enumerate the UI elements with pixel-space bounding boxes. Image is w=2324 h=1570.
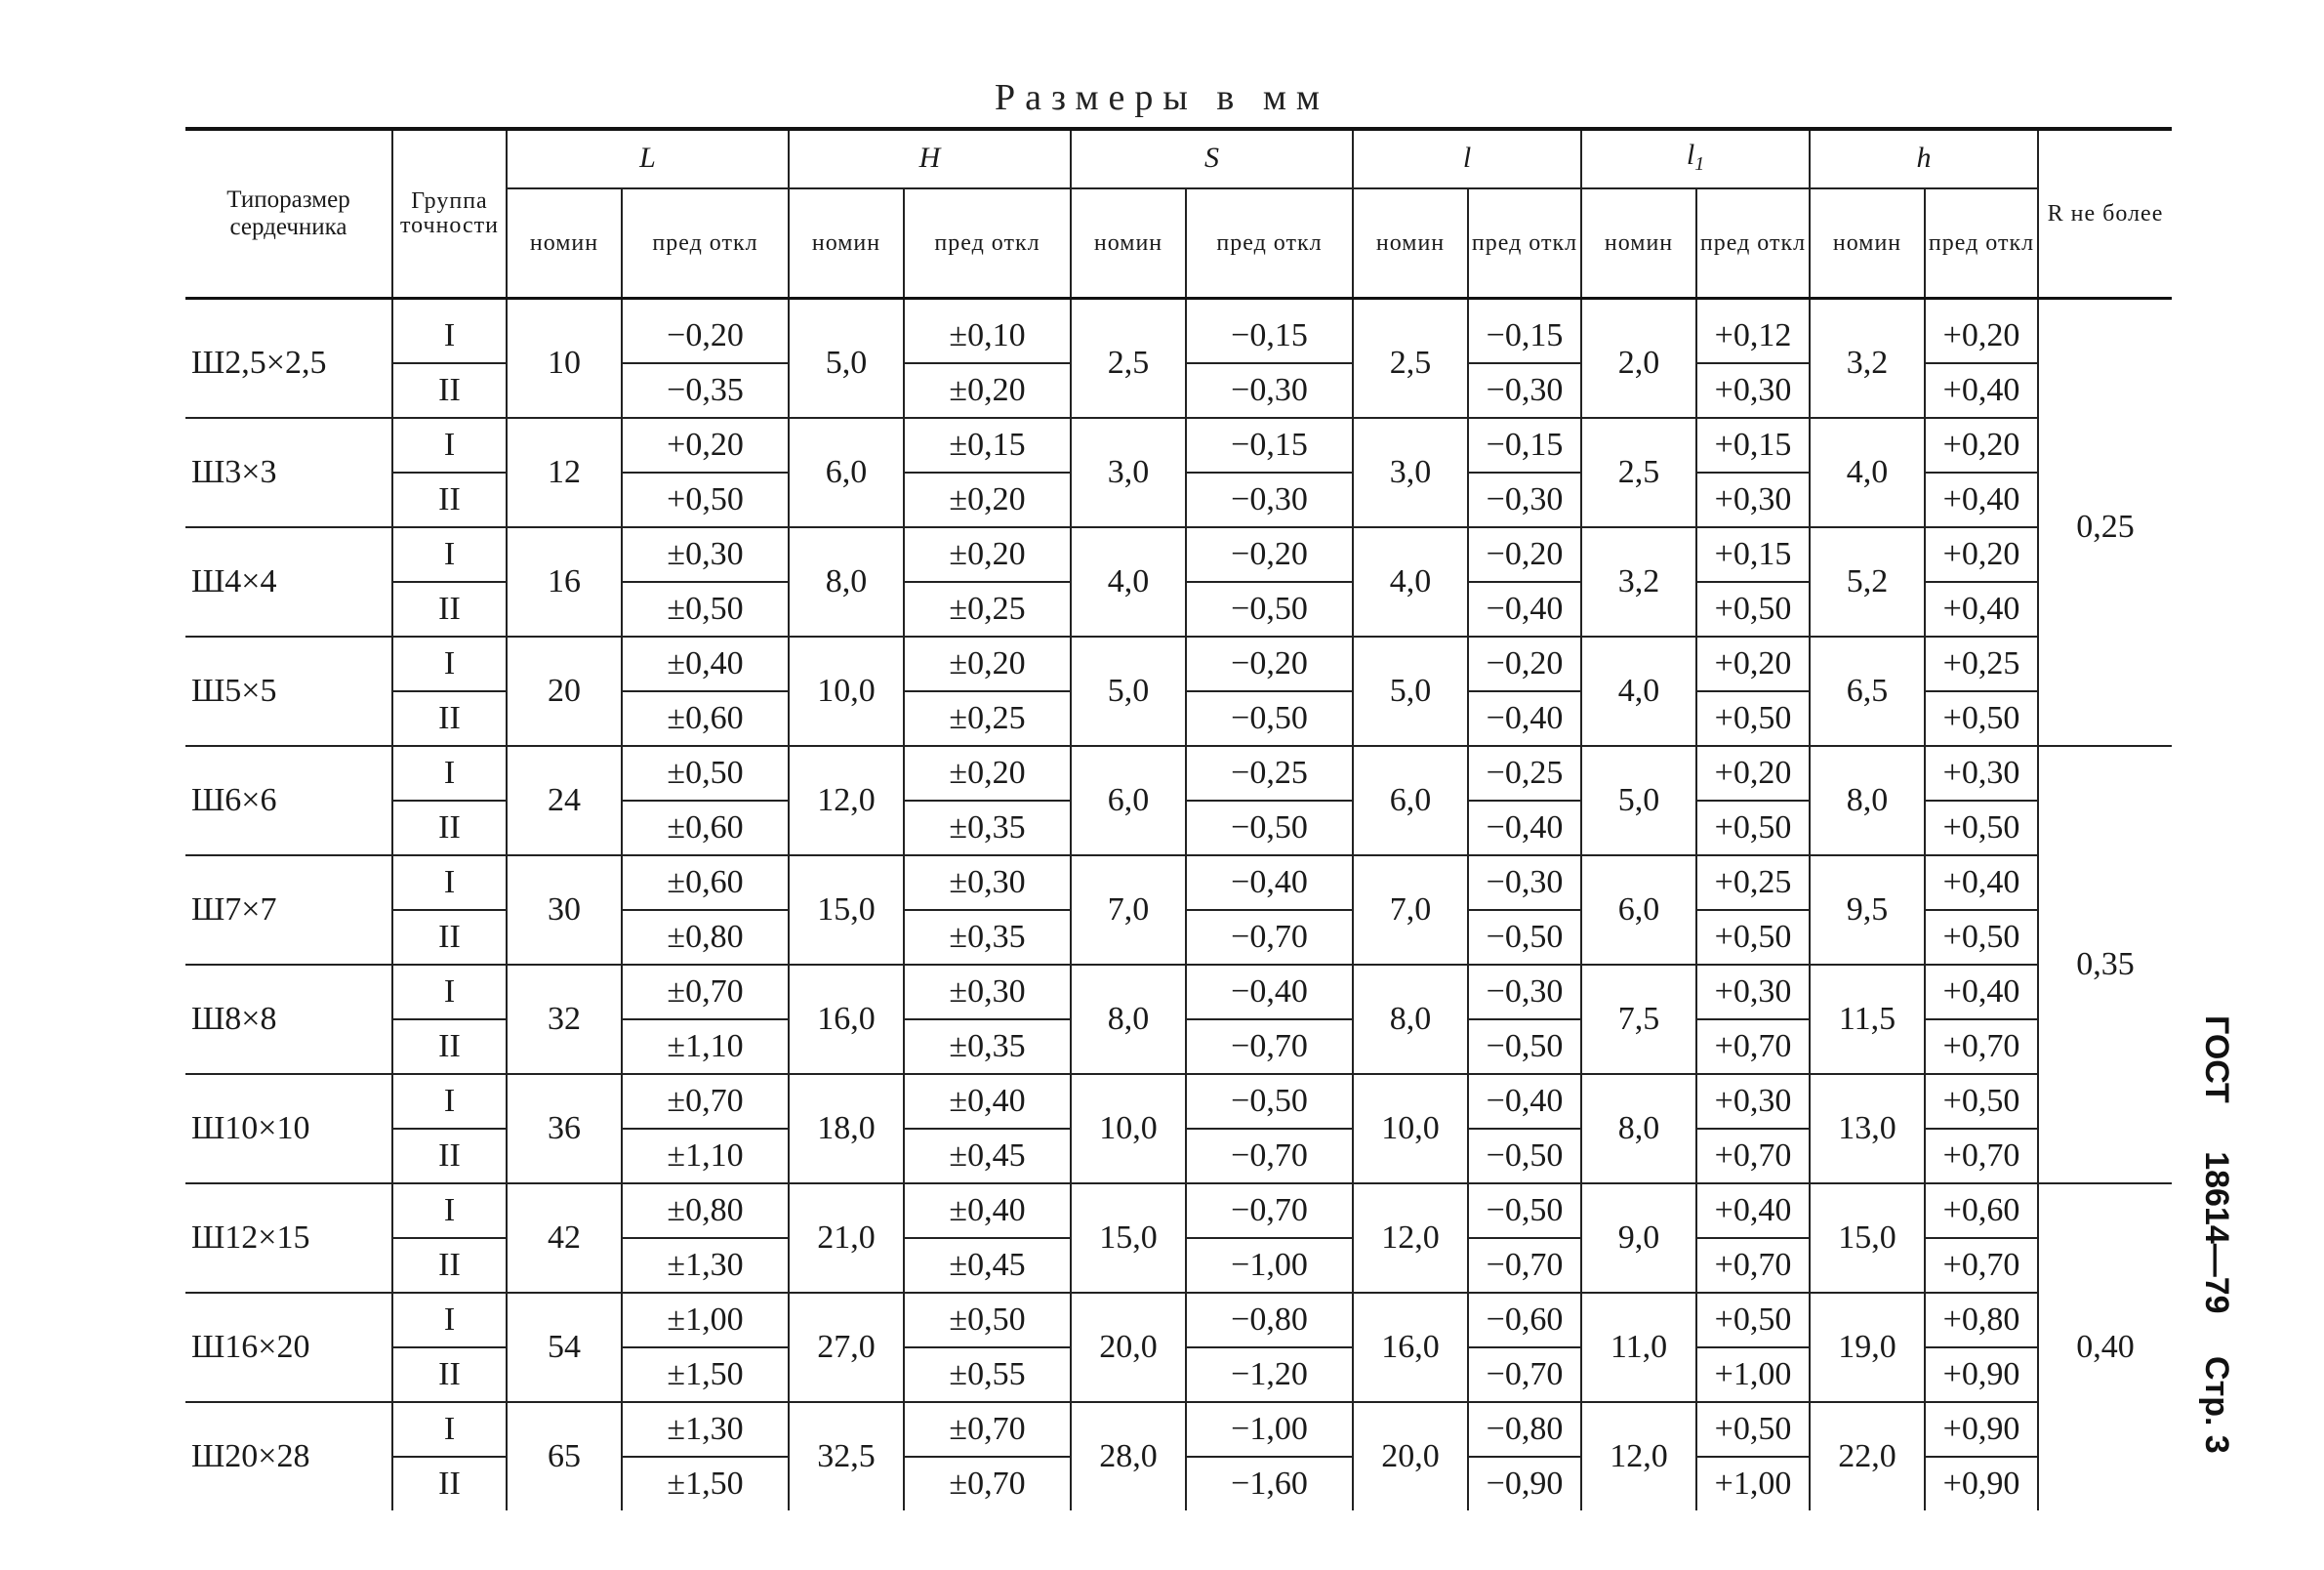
dimensions-table-container: [185, 127, 2172, 1510]
deviation-group-2: +0,70: [1925, 1019, 2038, 1074]
nominal-value: 19,0: [1810, 1293, 1925, 1402]
table-row: [185, 299, 2172, 364]
nominal-value: 10,0: [1071, 1074, 1186, 1183]
deviation-group-2: −1,00: [1186, 1238, 1353, 1293]
deviation-group-2: ±1,10: [622, 1129, 789, 1183]
nominal-value: 3,2: [1810, 299, 1925, 419]
deviation-group-1: −0,20: [1468, 527, 1581, 582]
deviation-group-1: −0,50: [1468, 1183, 1581, 1238]
param-subscript: 1: [1694, 152, 1705, 175]
deviation-group-2: −0,50: [1468, 910, 1581, 965]
header-param-3: [1353, 129, 1581, 188]
nominal-value: 4,0: [1071, 527, 1186, 637]
nominal-value: 2,5: [1353, 299, 1468, 419]
deviation-group-2: −0,40: [1468, 582, 1581, 637]
header-param-4: [1581, 129, 1810, 188]
accuracy-group: II: [392, 1019, 507, 1074]
table-row: [185, 1402, 2172, 1457]
deviation-group-1: +0,25: [1925, 637, 2038, 691]
deviation-group-1: +0,40: [1925, 965, 2038, 1019]
nominal-value: 5,0: [1071, 637, 1186, 746]
deviation-group-2: ±0,20: [904, 363, 1071, 418]
accuracy-group: II: [392, 582, 507, 637]
nominal-value: 2,5: [1071, 299, 1186, 419]
deviation-group-1: −0,15: [1468, 418, 1581, 473]
deviation-group-2: −0,90: [1468, 1457, 1581, 1510]
deviation-group-1: +0,40: [1925, 855, 2038, 910]
nominal-value: 7,0: [1071, 855, 1186, 965]
deviation-group-1: +0,90: [1925, 1402, 2038, 1457]
deviation-group-1: −0,70: [1186, 1183, 1353, 1238]
deviation-group-2: −1,60: [1186, 1457, 1353, 1510]
nominal-value: 3,0: [1353, 418, 1468, 527]
param-symbol: h: [1916, 142, 1932, 174]
nominal-value: 6,0: [1581, 855, 1696, 965]
nominal-value: 4,0: [1581, 637, 1696, 746]
accuracy-group: II: [392, 1238, 507, 1293]
deviation-group-2: ±0,35: [904, 801, 1071, 855]
nominal-value: 28,0: [1071, 1402, 1186, 1510]
nominal-value: 65: [507, 1402, 622, 1510]
accuracy-group: II: [392, 363, 507, 418]
core-type: Ш4×4: [185, 527, 392, 637]
deviation-group-1: −0,20: [1186, 527, 1353, 582]
deviation-group-1: +0,15: [1696, 527, 1810, 582]
deviation-group-2: +0,40: [1925, 473, 2038, 527]
deviation-group-1: ±0,30: [622, 527, 789, 582]
table-row: [185, 1293, 2172, 1347]
deviation-group-1: −0,50: [1186, 1074, 1353, 1129]
deviation-group-2: +1,00: [1696, 1347, 1810, 1402]
nominal-value: 11,0: [1581, 1293, 1696, 1402]
deviation-group-2: ±1,50: [622, 1457, 789, 1510]
header-r-max: R не более: [2038, 129, 2172, 299]
nominal-value: 8,0: [1353, 965, 1468, 1074]
header-nominal: номин: [789, 188, 904, 299]
deviation-group-2: ±0,50: [622, 582, 789, 637]
nominal-value: 10,0: [1353, 1074, 1468, 1183]
deviation-group-2: +0,30: [1696, 363, 1810, 418]
deviation-group-1: +0,50: [1925, 1074, 2038, 1129]
deviation-group-1: −0,20: [1186, 637, 1353, 691]
nominal-value: 32,5: [789, 1402, 904, 1510]
accuracy-group: II: [392, 691, 507, 746]
deviation-group-2: −0,30: [1186, 473, 1353, 527]
core-type: Ш2,5×2,5: [185, 299, 392, 419]
deviation-group-1: +0,50: [1696, 1293, 1810, 1347]
dimensions-table: [185, 127, 2172, 1510]
deviation-group-2: −0,70: [1468, 1238, 1581, 1293]
table-row: [185, 418, 2172, 473]
accuracy-group: I: [392, 527, 507, 582]
table-row: [185, 965, 2172, 1019]
nominal-value: 15,0: [789, 855, 904, 965]
deviation-group-1: ±1,00: [622, 1293, 789, 1347]
nominal-value: 6,0: [789, 418, 904, 527]
deviation-group-2: ±0,80: [622, 910, 789, 965]
nominal-value: 7,0: [1353, 855, 1468, 965]
header-nominal: номин: [1581, 188, 1696, 299]
nominal-value: 8,0: [789, 527, 904, 637]
deviation-group-1: −0,20: [622, 299, 789, 364]
nominal-value: 4,0: [1353, 527, 1468, 637]
core-type: Ш20×28: [191, 1438, 310, 1474]
header-param-0: [507, 129, 789, 188]
standard-number: 18614—79: [2198, 1151, 2235, 1314]
header-deviation: пред откл: [1468, 188, 1581, 299]
deviation-group-1: +0,20: [1696, 637, 1810, 691]
accuracy-group: II: [392, 801, 507, 855]
accuracy-group: II: [392, 1457, 507, 1510]
deviation-group-1: +0,30: [1696, 965, 1810, 1019]
deviation-group-1: ±0,70: [622, 1074, 789, 1129]
core-type: Ш6×6: [185, 746, 392, 855]
deviation-group-1: ±0,40: [622, 637, 789, 691]
header-type: Типоразмер сердечника: [185, 129, 392, 299]
deviation-group-1: ±0,70: [622, 965, 789, 1019]
deviation-group-1: −0,25: [1186, 746, 1353, 801]
nominal-value: 16,0: [789, 965, 904, 1074]
standard-label: ГОСТ: [2198, 1015, 2235, 1103]
deviation-group-2: −0,35: [622, 363, 789, 418]
table-row: [185, 855, 2172, 910]
deviation-group-2: +0,70: [1696, 1238, 1810, 1293]
accuracy-group: II: [392, 1347, 507, 1402]
header-deviation: пред откл: [622, 188, 789, 299]
nominal-value: 18,0: [789, 1074, 904, 1183]
nominal-value: 5,0: [1353, 637, 1468, 746]
param-symbol: l: [1462, 142, 1472, 174]
deviation-group-1: +0,25: [1696, 855, 1810, 910]
deviation-group-2: +0,70: [1696, 1129, 1810, 1183]
core-type: Ш8×8: [185, 965, 392, 1074]
deviation-group-1: +0,80: [1925, 1293, 2038, 1347]
nominal-value: 6,0: [1071, 746, 1186, 855]
deviation-group-1: −0,15: [1468, 299, 1581, 364]
deviation-group-1: ±0,10: [904, 299, 1071, 364]
deviation-group-1: ±0,50: [904, 1293, 1071, 1347]
deviation-group-1: −0,40: [1468, 1074, 1581, 1129]
deviation-group-1: +0,20: [622, 418, 789, 473]
deviation-group-2: +0,50: [1925, 910, 2038, 965]
deviation-group-1: ±0,30: [904, 965, 1071, 1019]
deviation-group-2: ±0,35: [904, 910, 1071, 965]
deviation-group-2: +0,70: [1696, 1019, 1810, 1074]
deviation-group-2: −0,40: [1468, 691, 1581, 746]
deviation-group-1: −0,30: [1468, 855, 1581, 910]
deviation-group-2: −0,40: [1468, 801, 1581, 855]
header-nominal: номин: [507, 188, 622, 299]
accuracy-group: I: [392, 299, 507, 364]
deviation-group-2: −0,30: [1468, 473, 1581, 527]
deviation-group-1: ±0,80: [622, 1183, 789, 1238]
nominal-value: 42: [507, 1183, 622, 1293]
deviation-group-2: −0,50: [1468, 1129, 1581, 1183]
deviation-group-1: +0,20: [1925, 527, 2038, 582]
deviation-group-2: ±0,25: [904, 691, 1071, 746]
nominal-value: 27,0: [789, 1293, 904, 1402]
deviation-group-1: +0,15: [1696, 418, 1810, 473]
deviation-group-1: ±0,40: [904, 1183, 1071, 1238]
deviation-group-2: +0,90: [1925, 1347, 2038, 1402]
deviation-group-2: ±0,60: [622, 691, 789, 746]
nominal-value: 20,0: [1353, 1402, 1468, 1510]
accuracy-group: I: [392, 746, 507, 801]
nominal-value: 16,0: [1353, 1293, 1468, 1402]
deviation-group-1: ±1,30: [622, 1402, 789, 1457]
nominal-value: 6,0: [1353, 746, 1468, 855]
deviation-group-2: −0,70: [1186, 1129, 1353, 1183]
deviation-group-2: ±0,70: [904, 1457, 1071, 1510]
nominal-value: 20,0: [1071, 1293, 1186, 1402]
nominal-value: 5,2: [1810, 527, 1925, 637]
deviation-group-2: +1,00: [1696, 1457, 1810, 1510]
deviation-group-1: ±0,70: [904, 1402, 1071, 1457]
accuracy-group: II: [392, 473, 507, 527]
side-label: [2197, 1015, 2235, 1454]
nominal-value: 2,5: [1581, 418, 1696, 527]
accuracy-group: I: [392, 1402, 507, 1457]
deviation-group-1: ±0,15: [904, 418, 1071, 473]
deviation-group-2: +0,50: [1925, 691, 2038, 746]
deviation-group-1: −0,25: [1468, 746, 1581, 801]
deviation-group-1: +0,20: [1925, 418, 2038, 473]
deviation-group-2: +0,40: [1925, 363, 2038, 418]
core-type: Ш12×15: [185, 1183, 392, 1293]
nominal-value: 12: [507, 418, 622, 527]
deviation-group-2: +0,70: [1925, 1129, 2038, 1183]
nominal-value: 36: [507, 1074, 622, 1183]
deviation-group-1: +0,20: [1925, 299, 2038, 364]
deviation-group-1: ±0,60: [622, 855, 789, 910]
core-type: Ш10×10: [185, 1074, 392, 1183]
deviation-group-1: −0,80: [1468, 1402, 1581, 1457]
nominal-value: 22,0: [1810, 1402, 1925, 1510]
deviation-group-2: ±0,35: [904, 1019, 1071, 1074]
accuracy-group: I: [392, 637, 507, 691]
param-symbol: H: [918, 142, 941, 174]
nominal-value: 15,0: [1071, 1183, 1186, 1293]
nominal-value: 12,0: [789, 746, 904, 855]
page-number: Стр. 3: [2198, 1356, 2235, 1454]
deviation-group-2: −0,70: [1186, 910, 1353, 965]
r-max-value: 0,40: [2038, 1183, 2172, 1510]
header-deviation: пред откл: [1696, 188, 1810, 299]
accuracy-group: II: [392, 910, 507, 965]
deviation-group-2: −0,50: [1186, 801, 1353, 855]
header-group: Группа точности: [392, 129, 507, 299]
nominal-value: 10,0: [789, 637, 904, 746]
table-row: [185, 746, 2172, 801]
accuracy-group: I: [392, 965, 507, 1019]
deviation-group-2: +0,90: [1925, 1457, 2038, 1510]
accuracy-group: II: [392, 1129, 507, 1183]
table-row: [185, 637, 2172, 691]
header-param-2: [1071, 129, 1353, 188]
header-deviation: пред откл: [904, 188, 1071, 299]
nominal-value: 16: [507, 527, 622, 637]
nominal-value: 54: [507, 1293, 622, 1402]
nominal-value: 21,0: [789, 1183, 904, 1293]
nominal-value: 20: [507, 637, 622, 746]
header-deviation: пред откл: [1925, 188, 2038, 299]
deviation-group-2: ±0,55: [904, 1347, 1071, 1402]
deviation-group-1: ±0,20: [904, 746, 1071, 801]
table-row: [185, 1074, 2172, 1129]
deviation-group-2: ±1,10: [622, 1019, 789, 1074]
deviation-group-1: ±0,20: [904, 527, 1071, 582]
deviation-group-2: ±0,25: [904, 582, 1071, 637]
nominal-value: 7,5: [1581, 965, 1696, 1074]
header-param-1: [789, 129, 1071, 188]
deviation-group-1: +0,40: [1696, 1183, 1810, 1238]
deviation-group-2: ±0,60: [622, 801, 789, 855]
deviation-group-1: −0,20: [1468, 637, 1581, 691]
deviation-group-2: +0,50: [622, 473, 789, 527]
nominal-value: 3,0: [1071, 418, 1186, 527]
header-nominal: номин: [1071, 188, 1186, 299]
deviation-group-2: +0,40: [1925, 582, 2038, 637]
deviation-group-2: ±1,30: [622, 1238, 789, 1293]
deviation-group-1: ±0,30: [904, 855, 1071, 910]
param-symbol: S: [1204, 142, 1220, 174]
accuracy-group: I: [392, 855, 507, 910]
core-type: Ш7×7: [185, 855, 392, 965]
nominal-value: 2,0: [1581, 299, 1696, 419]
param-symbol: L: [639, 142, 656, 174]
deviation-group-1: −0,15: [1186, 299, 1353, 364]
r-max-value: 0,35: [2038, 746, 2172, 1183]
header-param-5: [1810, 129, 2038, 188]
core-type: Ш3×3: [185, 418, 392, 527]
deviation-group-2: +0,70: [1925, 1238, 2038, 1293]
deviation-group-1: −0,40: [1186, 965, 1353, 1019]
deviation-group-2: −1,20: [1186, 1347, 1353, 1402]
nominal-value: 4,0: [1810, 418, 1925, 527]
nominal-value: 24: [507, 746, 622, 855]
nominal-value: 11,5: [1810, 965, 1925, 1074]
header-nominal: номин: [1353, 188, 1468, 299]
deviation-group-2: ±0,45: [904, 1238, 1071, 1293]
header-deviation: пред откл: [1186, 188, 1353, 299]
deviation-group-2: ±0,20: [904, 473, 1071, 527]
nominal-value: 8,0: [1810, 746, 1925, 855]
nominal-value: 8,0: [1071, 965, 1186, 1074]
deviation-group-1: ±0,40: [904, 1074, 1071, 1129]
deviation-group-1: ±0,50: [622, 746, 789, 801]
deviation-group-1: +0,12: [1696, 299, 1810, 364]
deviation-group-2: −0,70: [1186, 1019, 1353, 1074]
table-row: [185, 527, 2172, 582]
deviation-group-2: −0,50: [1186, 582, 1353, 637]
deviation-group-2: +0,50: [1696, 691, 1810, 746]
deviation-group-1: −1,00: [1186, 1402, 1353, 1457]
deviation-group-2: −0,30: [1186, 363, 1353, 418]
r-max-value: 0,25: [2038, 299, 2172, 747]
accuracy-group: I: [392, 1074, 507, 1129]
deviation-group-1: −0,30: [1468, 965, 1581, 1019]
deviation-group-1: −0,80: [1186, 1293, 1353, 1347]
accuracy-group: I: [392, 1183, 507, 1238]
nominal-value: 3,2: [1581, 527, 1696, 637]
core-type: Ш16×20: [185, 1293, 392, 1402]
nominal-value: 10: [507, 299, 622, 419]
deviation-group-2: −0,70: [1468, 1347, 1581, 1402]
deviation-group-1: +0,60: [1925, 1183, 2038, 1238]
deviation-group-2: ±1,50: [622, 1347, 789, 1402]
deviation-group-1: +0,30: [1925, 746, 2038, 801]
deviation-group-1: −0,15: [1186, 418, 1353, 473]
deviation-group-1: ±0,20: [904, 637, 1071, 691]
deviation-group-1: +0,30: [1696, 1074, 1810, 1129]
deviation-group-2: −0,50: [1468, 1019, 1581, 1074]
core-type: Ш5×5: [185, 637, 392, 746]
nominal-value: 12,0: [1353, 1183, 1468, 1293]
accuracy-group: I: [392, 1293, 507, 1347]
deviation-group-1: +0,50: [1696, 1402, 1810, 1457]
nominal-value: 30: [507, 855, 622, 965]
param-symbol: l: [1686, 138, 1695, 171]
nominal-value: 13,0: [1810, 1074, 1925, 1183]
deviation-group-2: +0,30: [1696, 473, 1810, 527]
deviation-group-2: +0,50: [1696, 801, 1810, 855]
nominal-value: 12,0: [1581, 1402, 1696, 1510]
table-row: [185, 1183, 2172, 1238]
deviation-group-2: +0,50: [1925, 801, 2038, 855]
deviation-group-1: −0,60: [1468, 1293, 1581, 1347]
deviation-group-2: −0,50: [1186, 691, 1353, 746]
deviation-group-1: +0,20: [1696, 746, 1810, 801]
table-caption: Размеры в мм: [995, 77, 1329, 118]
deviation-group-2: +0,50: [1696, 582, 1810, 637]
nominal-value: 8,0: [1581, 1074, 1696, 1183]
nominal-value: 9,0: [1581, 1183, 1696, 1293]
deviation-group-2: ±0,45: [904, 1129, 1071, 1183]
accuracy-group: I: [392, 418, 507, 473]
nominal-value: 15,0: [1810, 1183, 1925, 1293]
header-nominal: номин: [1810, 188, 1925, 299]
nominal-value: 6,5: [1810, 637, 1925, 746]
nominal-value: 9,5: [1810, 855, 1925, 965]
nominal-value: 5,0: [789, 299, 904, 419]
nominal-value: 32: [507, 965, 622, 1074]
nominal-value: 5,0: [1581, 746, 1696, 855]
deviation-group-2: −0,30: [1468, 363, 1581, 418]
deviation-group-1: −0,40: [1186, 855, 1353, 910]
deviation-group-2: +0,50: [1696, 910, 1810, 965]
